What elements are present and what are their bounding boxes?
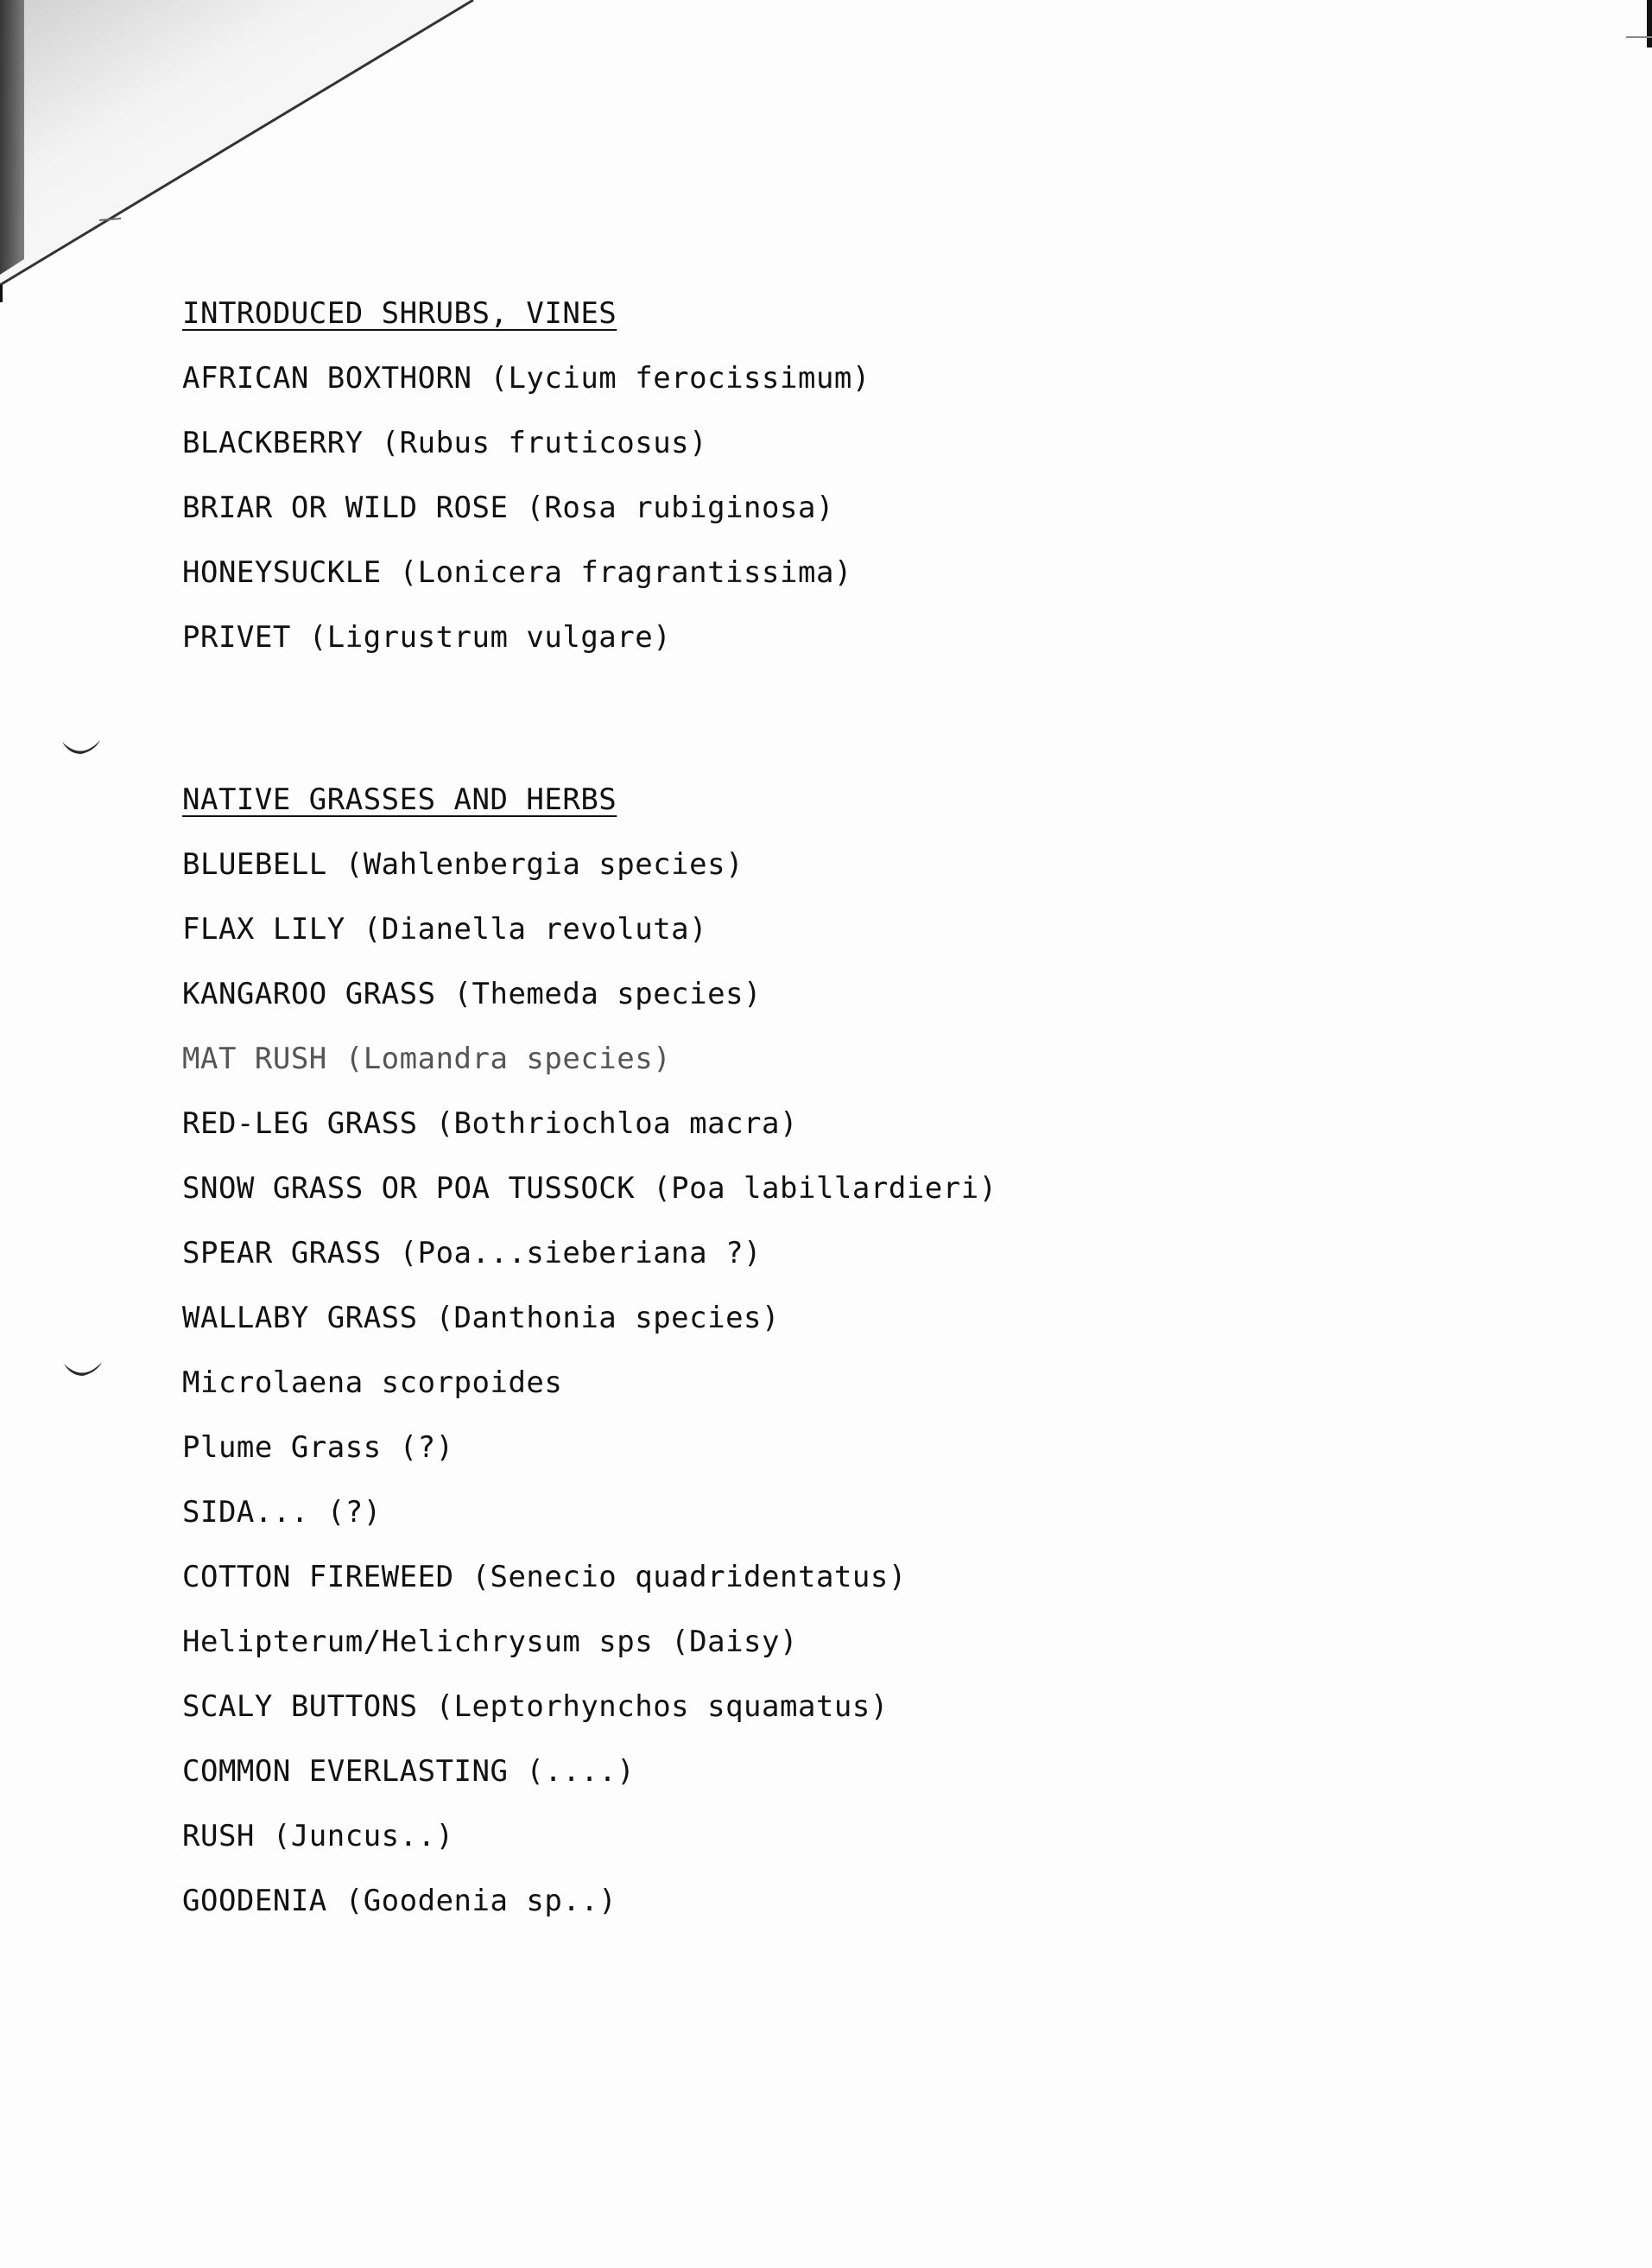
list-item: SNOW GRASS OR POA TUSSOCK (Poa labillardieri) xyxy=(182,1171,997,1206)
list-item: BLUEBELL (Wahlenbergia species) xyxy=(182,847,744,882)
page-edge-shadow xyxy=(1647,0,1652,48)
list-item: MAT RUSH (Lomandra species) xyxy=(182,1042,672,1076)
list-item: FLAX LILY (Dianella revoluta) xyxy=(182,912,708,947)
list-item: Microlaena scorpoides xyxy=(182,1365,563,1400)
list-item: COMMON EVERLASTING (....) xyxy=(182,1754,636,1789)
list-item: SCALY BUTTONS (Leptorhynchos squamatus) xyxy=(182,1689,889,1724)
list-item: Plume Grass (?) xyxy=(182,1430,454,1465)
page-edge-mark xyxy=(1626,36,1652,38)
list-item: Helipterum/Helichrysum sps (Daisy) xyxy=(182,1625,798,1659)
list-item: RED-LEG GRASS (Bothriochloa macra) xyxy=(182,1106,798,1141)
section-heading: INTRODUCED SHRUBS, VINES xyxy=(182,296,617,331)
introduced-shrubs-section xyxy=(182,297,870,654)
plant-list xyxy=(182,362,870,654)
section-heading: NATIVE GRASSES AND HERBS xyxy=(182,782,617,817)
list-item: AFRICAN BOXTHORN (Lycium ferocissimum) xyxy=(182,361,870,396)
list-item: WALLABY GRASS (Danthonia species) xyxy=(182,1301,781,1335)
list-item: GOODENIA (Goodenia sp..) xyxy=(182,1884,617,1918)
list-item: KANGAROO GRASS (Themeda species) xyxy=(182,977,763,1011)
list-item: BLACKBERRY (Rubus fruticosus) xyxy=(182,426,708,460)
list-item: SIDA... (?) xyxy=(182,1495,382,1530)
list-item: PRIVET (Ligrustrum vulgare) xyxy=(182,620,672,655)
native-grasses-section xyxy=(182,783,997,1917)
folded-corner xyxy=(0,0,484,311)
plant-list xyxy=(182,848,997,1917)
punch-hole-lower xyxy=(62,1360,104,1379)
list-item: RUSH (Juncus..) xyxy=(182,1819,454,1853)
list-item: COTTON FIREWEED (Senecio quadridentatus) xyxy=(182,1560,907,1594)
list-item: BRIAR OR WILD ROSE (Rosa rubiginosa) xyxy=(182,491,834,525)
list-item: HONEYSUCKLE (Lonicera fragrantissima) xyxy=(182,555,852,590)
list-item: SPEAR GRASS (Poa...sieberiana ?) xyxy=(182,1236,763,1270)
punch-hole-upper xyxy=(60,738,102,757)
